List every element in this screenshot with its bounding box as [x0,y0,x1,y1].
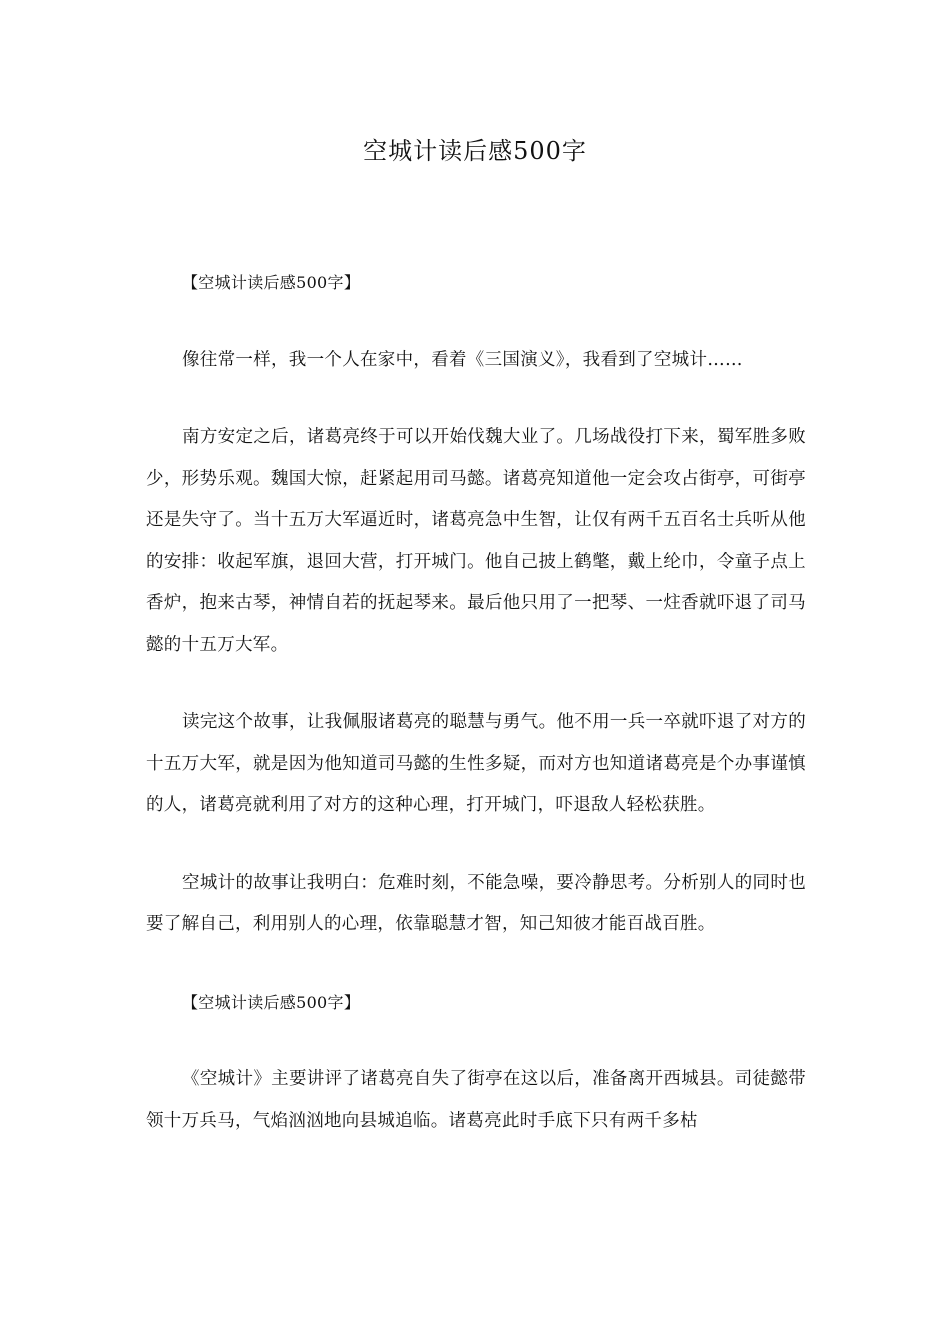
paragraph-gap [146,827,806,863]
paragraph-second-essay: 《空城计》主要讲评了诸葛亮自失了街亭在这以后，准备离开西城县。司徒懿带领十万兵马，气焰汹汹地向县城追临。诸葛亮此时手底下只有两千多枯 [146,1069,806,1131]
document-title: 空城计读后感500字 [363,137,587,165]
paragraph-intro: 像往常一样，我一个人在家中，看着《三国演义》，我看到了空城计…… [182,349,743,370]
paragraph-gap [146,304,806,340]
paragraph-gap [146,666,806,702]
paragraph-gap [146,946,806,982]
paragraph-reflection: 读完这个故事，让我佩服诸葛亮的聪慧与勇气。他不用一兵一卒就吓退了对方的十五万大军，就是因为他知道司马懿的生性多疑，而对方也知道诸葛亮是个办事谨慎的人，诸葛亮就利用了对方的这种心理，打开城门，吓退敌人轻松获胜。 [146,712,806,815]
paragraph-gap [146,381,806,417]
paragraph-lesson: 空城计的故事让我明白：危难时刻，不能急噪，要冷静思考。分析别人的同时也要了解自己，利用别人的心理，依靠聪慧才智，知己知彼才能百战百胜。 [146,872,806,934]
section-heading-1: 【空城计读后感500字】 [182,273,361,292]
paragraph-story: 南方安定之后，诸葛亮终于可以开始伐魏大业了。几场战役打下来，蜀军胜多败少，形势乐观。魏国大惊，赶紧起用司马懿。诸葛亮知道他一定会攻占街亭，可街亭还是失守了。当十五万大军逼近时，诸葛亮急中生智，让仅有两千五百名士兵听从他的安排：收起军旗，退回大营，打开城门。他自己披上鹤氅，戴上纶巾，令童子点上香炉，抱来古琴，神情自若的抚起琴来。最后他只用了一把琴、一炷香就吓退了司马懿的十五万大军。 [146,427,806,655]
document-body [146,262,806,1142]
paragraph-gap [146,1023,806,1059]
section-heading-2: 【空城计读后感500字】 [182,992,361,1012]
